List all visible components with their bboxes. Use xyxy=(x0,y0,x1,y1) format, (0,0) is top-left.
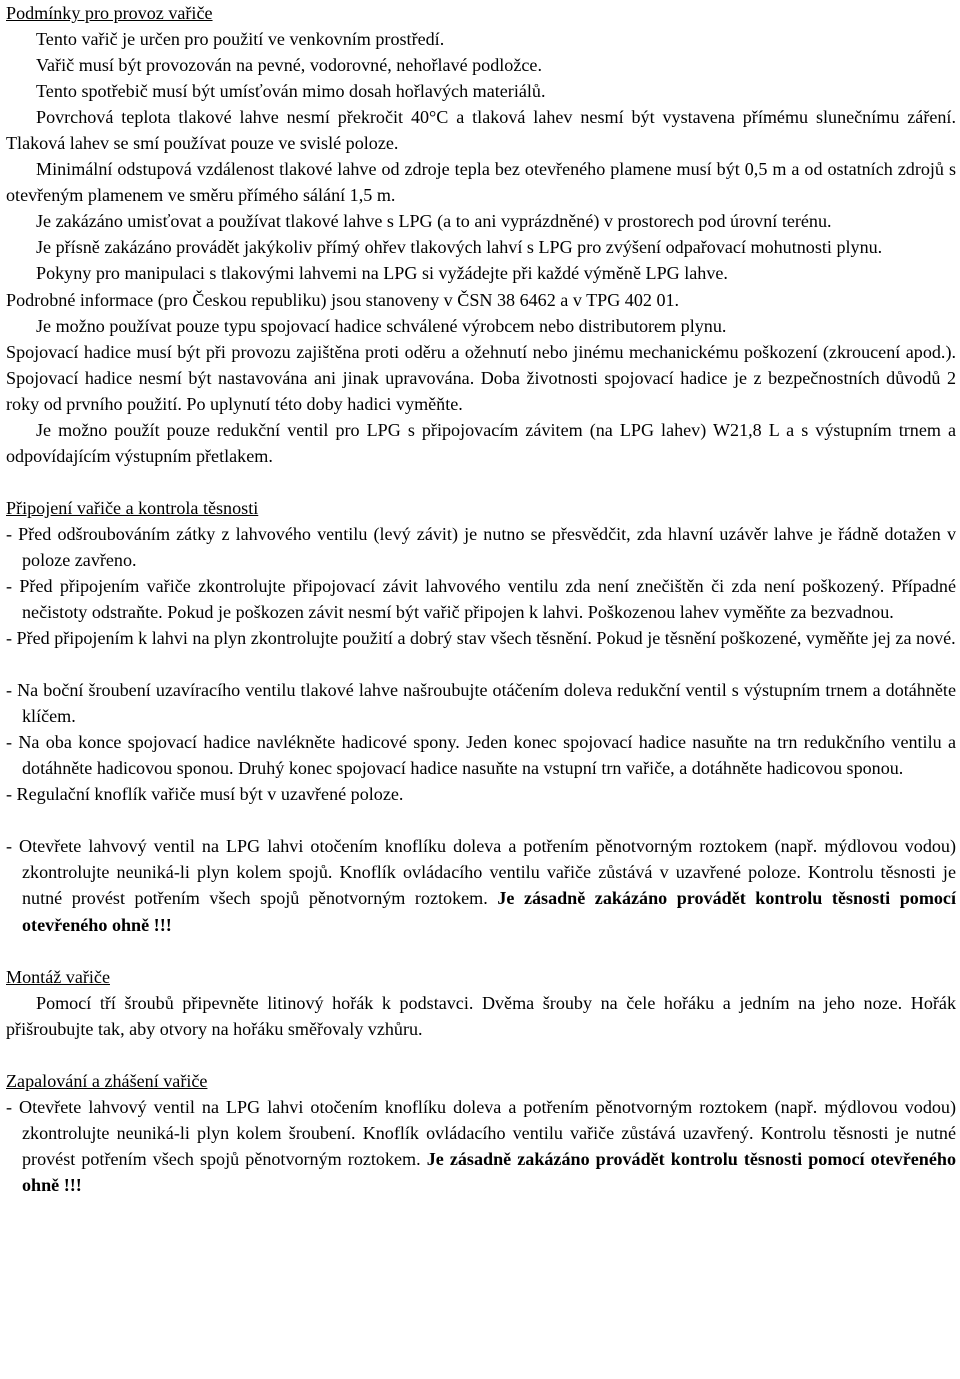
list-item: - Před připojením k lahvi na plyn zkontrolujte použití a dobrý stav všech těsnění. Pokud je těsnění poškozené, vyměňte jej za nové. xyxy=(6,628,956,649)
spacer xyxy=(6,469,956,495)
list-item: - Na boční šroubení uzavíracího ventilu tlakové lahve našroubujte otáčením doleva redukční ventil s výstupním trnem a dotáhněte klíčem. xyxy=(6,680,956,727)
paragraph: Podrobné informace (pro Českou republiku) jsou stanoveny v ČSN 38 6462 a v TPG 402 01. xyxy=(6,289,680,310)
paragraph: Je přísně zakázáno provádět jakýkoliv přímý ohřev tlakových lahví s LPG pro zvýšení odpařovací mohutnosti plynu. xyxy=(36,237,883,258)
paragraph: Minimální odstupová vzdálenost tlakové lahve od zdroje tepla bez otevřeného plamene musí být 0,5 m a od ostatních zdrojů s otevřeným plamenem ve směru přímého sálání 1,5 m. xyxy=(6,159,956,206)
spacer xyxy=(6,1042,956,1068)
warning-text: Je zásadně zakázáno provádět kontrolu těsnosti pomocí otevřeného ohně !!! xyxy=(22,1148,956,1195)
list-item: - Před připojením vařiče zkontrolujte připojovací závit lahvového ventilu zda není znečištěn či zda není poškozený. Případné nečistoty odstraňte. Pokud je poškozen závit nesmí být vařič připojen k lahvi. Poškozenou lahev vyměňte za bezvadnou. xyxy=(6,575,956,623)
section-heading: Montáž vařiče xyxy=(6,966,110,987)
document-page xyxy=(6,0,956,1198)
section-heading: Zapalování a zhášení vařiče xyxy=(6,1070,208,1091)
section-ignition xyxy=(6,1068,956,1198)
list-item xyxy=(6,1094,956,1198)
section-heading: Připojení vařiče a kontrola těsnosti xyxy=(6,497,259,518)
paragraph: Povrchová teplota tlakové lahve nesmí překročit 40°C a tlaková lahev nesmí být vystavena přímému slunečnímu záření. Tlaková lahev se smí používat pouze ve svislé poloze. xyxy=(6,107,956,154)
paragraph: Vařič musí být provozován na pevné, vodorovné, nehořlavé podložce. xyxy=(36,55,542,76)
section-operating-conditions xyxy=(6,0,956,469)
section-heading: Podmínky pro provoz vařiče xyxy=(6,3,213,23)
paragraph: Je možno používat pouze typu spojovací hadice schválené výrobcem nebo distributorem plynu. xyxy=(36,315,727,336)
list-item xyxy=(6,833,956,937)
section-assembly xyxy=(6,964,956,1042)
list-item: - Na oba konce spojovací hadice navlékněte hadicové spony. Jeden konec spojovací hadice nasuňte na trn redukčního ventilu a dotáhněte hadicovou sponou. Druhý konec spojovací hadice nasuňte na vstupní trn vařiče, a dotáhněte hadicovou sponou. xyxy=(6,732,956,779)
paragraph: Pokyny pro manipulaci s tlakovými lahvemi na LPG si vyžádejte při každé výměně LPG lahve. xyxy=(36,263,728,284)
section-connection-leak-test xyxy=(6,495,956,938)
paragraph: Je možno použít pouze redukční ventil pro LPG s připojovacím závitem (na LPG lahev) W21,8 L a s výstupním trnem a odpovídajícím výstupním přetlakem. xyxy=(6,419,956,466)
spacer xyxy=(6,807,956,833)
paragraph: Pomocí tří šroubů připevněte litinový hořák k podstavci. Dvěma šrouby na čele hořáku a jedním na jeho noze. Hořák přišroubujte tak, aby otvory na hořáku směřovaly vzhůru. xyxy=(6,992,956,1039)
paragraph: Tento vařič je určen pro použití ve venkovním prostředí. xyxy=(36,29,445,50)
spacer xyxy=(6,651,956,677)
list-item-text: - Otevřete lahvový ventil na LPG lahvi otočením knoflíku doleva a potřením pěnotvorným roztokem (např. mýdlovou vodou) zkontrolujte neuniká-li plyn kolem šroubení. Knoflík ovládacího ventilu vařiče zůstává uzavřený. Kontrolu těsnosti je nutné provést potřením všech spojů pěnotvorným roztokem. xyxy=(6,1096,956,1169)
paragraph: Tento spotřebič musí být umísťován mimo dosah hořlavých materiálů. xyxy=(36,81,546,102)
paragraph: Spojovací hadice musí být při provozu zajištěna proti oděru a ožehnutí nebo jinému mechanickému poškození (zkroucení apod.). Spojovací hadice nesmí být nastavována ani jinak upravována. Doba životnosti spojovací hadice je z bezpečnostních důvodů 2 roky od prvního použití. Po uplynutí této doby hadici vyměňte. xyxy=(6,341,956,414)
paragraph: Je zakázáno umisťovat a používat tlakové lahve s LPG (a to ani vyprázdněné) v prostorech pod úrovní terénu. xyxy=(36,211,832,232)
list-item: - Před odšroubováním zátky z lahvového ventilu (levý závit) je nutno se přesvědčit, zda hlavní uzávěr lahve je řádně dotažen v poloze zavřeno. xyxy=(6,523,956,570)
list-item-text: - Otevřete lahvový ventil na LPG lahvi otočením knoflíku doleva a potřením pěnotvorným roztokem (např. mýdlovou vodou) zkontrolujte neuniká-li plyn kolem spojů. Knoflík ovládacího ventilu vařiče zůstává v uzavřené poloze. Kontrolu těsnosti je nutné provést potřením všech spojů pěnotvorným roztokem. xyxy=(6,836,956,909)
warning-text: Je zásadně zakázáno provádět kontrolu těsnosti pomocí otevřeného ohně !!! xyxy=(22,888,956,935)
list-item: - Regulační knoflík vařiče musí být v uzavřené poloze. xyxy=(6,784,404,805)
spacer xyxy=(6,938,956,964)
